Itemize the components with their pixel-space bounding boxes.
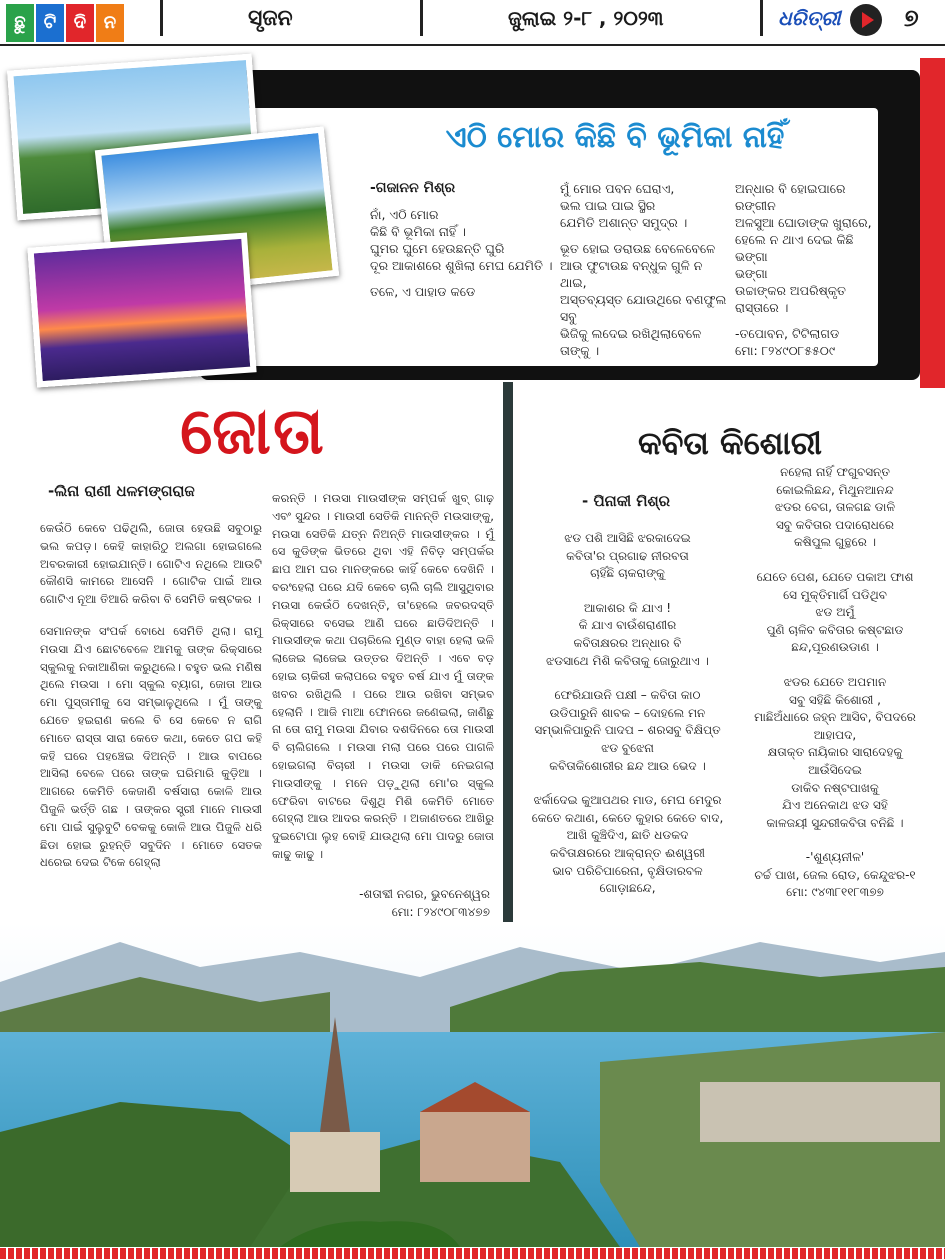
sunset-photo [27, 232, 256, 387]
poem-column-3 [735, 180, 875, 368]
poem-signoff: -'ଶୁଣ୍ୟନୀଳ' ଚର୍ଚ୍ଚ ପାଖ, ଜେଲ ରୋଡ, କେନ୍ଦୁଝର-୧ ମୋ: ୯୪୩୮୧୧୮୩୭୭ [754, 850, 916, 900]
article-author: -ଲିନା ରାଣୀ ଧଳମଙ୍ଗରାଜ [48, 482, 195, 500]
poem-stanza: ଝଡ ପଶି ଆସିଛି ଝରକାଦେଇ କବିତା'ର ପ୍ରଗାଢ ନୀରବତା ଚାହିଁଛି ଚାକରାଙ୍କୁ [564, 531, 691, 581]
article-paragraph: ସେମାନଙ୍କ ସଂପର୍କ ବୋଧେ ସେମିତି ଥିଲା। ରାମୁ ମଉସା ଯିଏ ଛୋଟବେଳେ ଆମକୁ ତାଙ୍କ ରିକ୍ସାରେ ସ୍କୁଲକୁ ନକାଆଣିକା କରୁଥିଲେ। ବହୁତ ଭଲ ମଣିଷ ଥିଲେ ମଉସା । ମୋ ସ୍କୁଲ ବ୍ୟାଗ, ଜୋତା ଆଉ ମୋ ପୁସ୍ତାମୀକୁ ସେ ସମ୍ଭାଳୁଥିଲେ । ମୁଁ ତାଙ୍କୁ ଯେତେ ହଇରାଣ କଲେ ବି ସେ କେବେ ନ ରାଗି ମୋତେ ରାସ୍ତା ସାରା କେତେ କଥା, କେତେ ଗପ କହି କହି ଘରେ ପହଞ୍ଚେଇ ଦିଅନ୍ତି । ଆଉ ବାପରେ ଆସିଲା ବେଳେ ପରେ ତାଙ୍କ ଘରିମାରି କୁଡ଼ିଆ । ଆଗରେ କେମିତି କେଜାଣି ବର୍ଷସାରା କୋଳି ଆଉ ପିଜୁଳି ଭର୍ତ୍ତି ଗଛ । ତାଙ୍କର ସ୍ତ୍ରୀ ମାନେ ମାଉସୀ ମୋ ପାଇଁ ସୁଲୁବୁଟି ବେକକୁ କୋଳି ଆଉ ପିଜୁଳି ଧରି ଛିଡା ହୋଇ ରୁହନ୍ତି ସବୁଦିନ । ମୋତେ ସେତକ ଧରେଇ ଦେଇ ଟିକେ ଗେହ୍ଲା [40, 623, 262, 870]
brand-letter: ନ [96, 4, 124, 42]
poem-signoff: -ତପୋବନ, ଟିଟିଲାଗଡ ମୋ: ୮୨୪୯୦୮୫୫୦୯ [735, 326, 840, 358]
brand-letter: ଦି [66, 4, 94, 42]
poem-stanza: ଝଡର ଯେତେ ଅପମାନ ସବୁ ସହିଛି କିଶୋରୀ , ମାଛିଅଁଧାରେ ଜହ୍ନ ଆସିବ, ବିପଦରେ ଆହାପଦ, କ୍ଷତାକ୍ତ ନାୟିକାର ସାରାଦେହକୁ ଆଉଁସିଦେଇ ଡାକିବ ନଷ୍ଟପାଖକୁ ଯିଏ ଅନେକାଥ ଝଡ ସହି କାଳଜୟୀ ସୁନ୍ଦରୀକବିତା ବନିଛି । [754, 674, 916, 830]
poem-column-2 [560, 180, 730, 368]
issue-date: ଜୁଲାଇ ୨-୮ , ୨୦୨୩ [508, 6, 664, 30]
poem-stanza: ଫେରିଯାଉନି ପକ୍ଷୀ – କବିତା କାଠ ଉଡିପାରୁନି ଶାବକ – ଦୋହଲେ ମନ ସମ୍ଭାଳିପାରୁନି ପାଦପ – ଶରସବୁ ବିକ୍ଷିପ୍ତ ଝଡ ବୁଝେନା କବିତାକିଶୋରୀର ଛନ୍ଦ ଆଉ ଭେଦ । [534, 688, 721, 773]
play-icon [850, 4, 882, 36]
article-paragraph: କରନ୍ତି । ମଉସା ମାଉସୀଙ୍କ ସମ୍ପର୍କ ଖୁବ୍ ଗାଢ଼ ଏବଂ ସୁନ୍ଦର । ମାଉସୀ ସେତିକି ମାନନ୍ତି ମଉସାଙ୍କୁ, ମଉସା ସେତିକି ଯତ୍ନ ନିଅନ୍ତି ମାଉସୀଙ୍କର । ମୁଁ ସେ କୁଡିଙ୍କ ଭିତରେ ଥିବା ଏହି ନିବିଡ଼ ସମ୍ପର୍କର ଛାପ ଆମ ଘର ମାନଙ୍କରେ କାହିଁ କେବେ ଦେଖିନି । ବରଂହେଲା ପରେ ଯଦି କେବେ ଚାଲି ଚାଲି ଆସୁଥିବାର ମଉସା କେଉଁଠି ଦେଖନ୍ତି, ତା'ହେଲେ ଜବରଦସ୍ତି ରିକ୍ସାରେ ବସେଇ ଆଣି ଘରେ ଛାଡିଦିଅନ୍ତି । ମାଉସୀଙ୍କ କଥା ପଚାରିଲେ ମୁଣ୍ଡ ବାହା ହେଲା ଭଳି ଲାଜେଇ ଲାଜେଇ ଉତ୍ତର ଦିଅନ୍ତି । ଏବେ ବଡ଼ ହୋଇ ଚାକିରୀ କଲାପରେ ବହୁତ ବର୍ଷ ଯାଏ ମୁଁ ତାଙ୍କ ଖବର ରଖିଥିଲି । ପରେ ଆଉ ରଖିବା ସମ୍ଭବ ହେଲାନି । ଆଜି ମାଆ ଫୋନରେ ଜଣେଇଲା, ଜାଣିଛୁ ନା ତୋ ରାମୁ ମଉସା ଯିବାର ଦଶଦିନରେ ତୋ ମାଉସୀ ବି ଚାଲିଗଲେ । ମଉସା ମଲା ପରେ ପରେ ପାଗଳି ହୋଇଗଲା ବିଚାରୀ । ମଉସା ଡାକି ନେଇଗଲା ମାଉସୀଙ୍କୁ । ମନେ ପଡ଼ୁଥିଲା ମୋ'ର ସ୍କୁଲ ଫେରିବା ବାଟରେ ଦିଶୁଥି ମିଶି କେମିତି ମୋତେ ଗେହ୍ଲା ଆଉ ଆଦର କରନ୍ତି । ଅଜାଣତରେ ଆଖିରୁ ଦୁଇଟୋପା ଲୁହ ବୋହି ଯାଉଥିଲା ମୋ ପାଦରୁ ଜୋତା କାଢୁ କାଢୁ । [272, 491, 494, 861]
article-title: ଜୋତା [180, 395, 326, 469]
article-paragraph: କେଉଁଠି କେବେ ପଢିଥିଲି, ଜୋତା ହେଉଛି ସବୁଠାରୁ ଭଲ କପଡ଼। କେହି କାହାରିଠୁ ଅଲଗା ହୋଇଗଲେ ଅବରକାରୀ ହୋଇଯାନ୍ତି। ଗୋଟିଏ ନଥିଲେ ଆଉଟି କୌଣସି କାମରେ ଆସେନି । ଗୋଟିକ ପାଇଁ ଆଉ ଗୋଟିଏ ନୂଆ ତିଆରି କରିବା ବି ସେମିତି କଷ୍ଟକର । [40, 521, 262, 607]
poem-stanza: ଭୂତ ହୋଇ ଡରାଉଛ ବେଳେବେଳେ ଆଉ ଫୁଟାଉଛ ବନ୍ଧୁକ ଗୁଳି ନ ଥାଇ, ଅସ୍ତବ୍ୟସ୍ତ ଯୋଉଥିରେ ବଣଫୁଲ ସବୁ ଭିଜିକୁ ଲଦେଇ ରଖିଥିଲାବେଳେ ତାଙ୍କୁ । [560, 241, 727, 358]
poem2-column-2 [735, 464, 935, 919]
poem-stanza: ନହେଲା ନାହିଁ ଫଗୁବସନ୍ତ କୋଇଲିଛନ୍ଦ, ମିଥୁନଆନନ୍ଦ ଝଡର ବେଗ, ତାଳଗଛ ଡାଳି ସବୁ କବିତାର ପଦାରୋଧରେ କଷିପୁଲ ଗୁନ୍ଥରେ । [774, 465, 896, 550]
poem-title: ଏଠି ମୋର କିଛି ବି ଭୂମିକା ନାହିଁ [445, 120, 785, 155]
column-divider [503, 382, 513, 922]
landscape-photo [0, 922, 945, 1247]
poem-stanza: ନାଁ, ଏଠି ମୋର କିଛି ବି ଭୂମିକା ନାହିଁ । ଘୁମର ଘୁମେ ହେଉଛନ୍ତି ଘୁରି ଦୂର ଆକାଶରେ ଶୁଖିଲା ମେଘ ଯେମିତି । [370, 207, 553, 273]
brand-logo [6, 4, 124, 42]
header-divider [160, 0, 163, 36]
article-signoff: -ଶତାବ୍ଦୀ ନଗର, ଭୁବନେଶ୍ୱର ମୋ: ୮୨୪୯୦୮୩୪୭୭ [359, 887, 490, 919]
poem-stanza: ତଳେ, ଏ ପାହାଡ କଡେ [370, 284, 476, 299]
poem-stanza: ଅନ୍ଧାର ବି ହୋଇପାରେ ରଙ୍ଗୀନ ଅଳସୁଆ ଘୋଡାଙ୍କ ଖୁରାରେ, ହେଲେ ନ ଥାଏ ଦେଇ କିଛି ଭଙ୍ଗା ଭଙ୍ଗା ଉଚ୍ଚାଙ୍କର ଅପରିଷ୍କୃତ ରାସ୍ତାରେ । [735, 181, 872, 315]
header-divider [760, 0, 763, 36]
brand-letter: ଛୁ [6, 4, 34, 42]
poem2-author: - ପିନାକୀ ମିଶ୍ର [582, 492, 671, 510]
poem-stanza: ଆକାଶର କି ଯାଏ ! କି ଯାଏ ବାଉଁଶରାଣୀର କବିତାକ୍ଷରର ଅନ୍ଧାର ବି ଝଡସାଥେ ମିଶି କବିତାକୁ ଜୋରୁଥାଏ । [546, 600, 709, 668]
page-header [0, 0, 945, 46]
section-name: ସୃଜନ [248, 6, 293, 31]
article-column-1 [40, 520, 262, 886]
poem2-title: କବିତା କିଶୋରୀ [637, 424, 823, 462]
newspaper-logo: ଧରିତ୍ରୀ [778, 6, 841, 30]
poem2-column-1 [520, 530, 735, 915]
page-number: ୭ [904, 4, 919, 32]
footer-rule [0, 1248, 945, 1259]
poem-stanza: ଯେତେ ପେଶ, ଯେତେ ପକାଅ ଫାଶ ସେ ମୁକ୍ତିମାର୍ଗି ପଡିଥିବ ଝଡ ଅମୁଁ ପୁଣି ଚାଳିବ କବିତାର କଷ୍ଟଛାଡ ଛନ୍ଦ,ପୂରଣଉଡାଣ । [756, 569, 914, 655]
landscape-illustration [0, 922, 945, 1247]
article-column-2 [272, 490, 494, 878]
poem-author: -ଗଜାନନ ମିଶ୍ର [370, 180, 456, 196]
decor-red-bar [920, 58, 945, 388]
poem-stanza: ମୁଁ ମୋର ପବନ ଘେରାଏ, ଭଲ ପାଇ ପାଇ ସ୍ଥିର ଯେମିତି ଅଶାନ୍ତ ସମୁଦ୍ର । [560, 181, 688, 230]
header-divider [420, 0, 423, 36]
brand-letter: ଟି [36, 4, 64, 42]
poem-stanza: ଝର୍କାଦେଇ କୁଆପଥର ମାଡ, ମେଘ ମେଦୁର କେତେ କଥାଣ, କେତେ କୁହାର କେତେ ବାଦ, ଆଖି କୁଞ୍ଚିଦିଏ, ଛାତି ଧଡକଦ କବିତାକ୍ଷରରେ ଆକ୍ରାନ୍ତ ଈଶ୍ୱରୀ ଭାବ ପରିଚିପାରେନା, ବୃକ୍ଷିଡାରବଳ ଗୋଡ଼ାଛନ୍ଦେ, [531, 793, 724, 896]
poem-column-1 [370, 180, 560, 309]
